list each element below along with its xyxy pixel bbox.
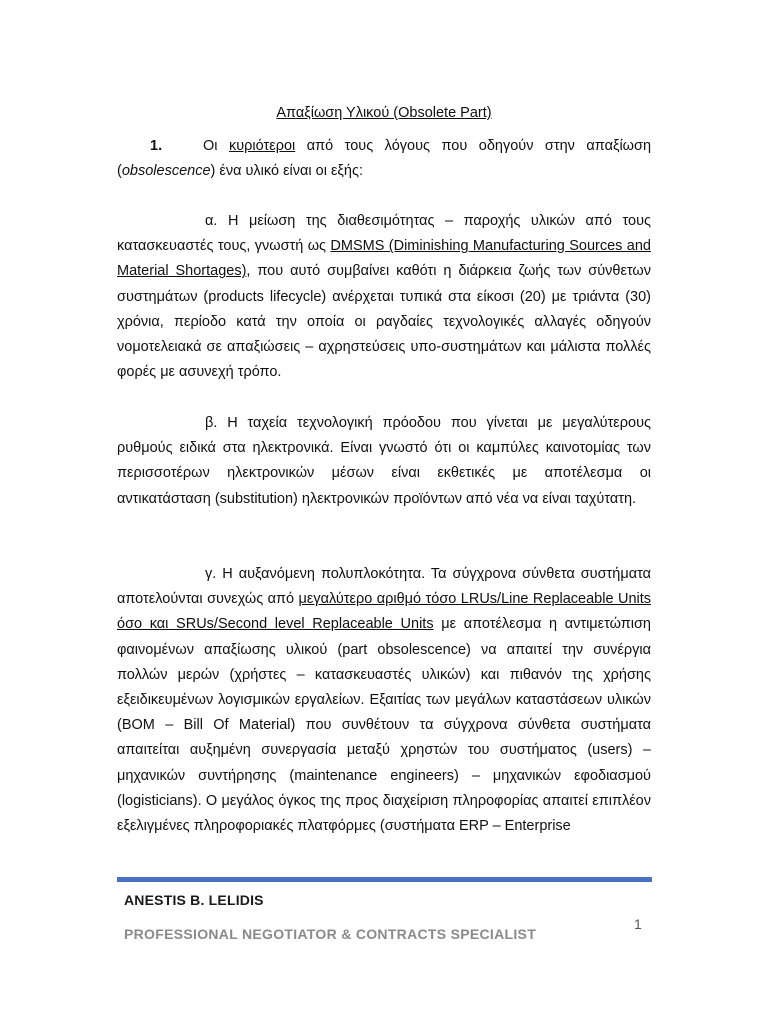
section-number: 1. xyxy=(150,138,163,154)
intro-underlined: κυριότεροι xyxy=(229,138,296,154)
item-b-paragraph xyxy=(117,411,651,512)
page-number: 1 xyxy=(634,916,642,932)
footer-author: ANESTIS B. LELIDIS xyxy=(124,892,264,908)
document-title: Απαξίωση Υλικού (Obsolete Part) xyxy=(276,105,492,121)
item-a-tail: , που αυτό συμβαίνει καθότι η διάρκεια ζωής των σύνθετων συστημάτων (products lifecycle) ανέρχεται τυπικά στα είκοσι (20) με τριάντα (30) χρόνια, περίοδο κατά την οποία οι ραγδαίες τεχνολογικές αλλαγές οδηγούν νομοτελειακά σε απαξιώσεις – αχρηστεύσεις υπο-συστημάτων και μάλιστα πολλές φορές με ασυνεχή τρόπο. xyxy=(117,263,651,381)
footer-rule xyxy=(117,877,652,882)
footer-role: PROFESSIONAL NEGOTIATOR & CONTRACTS SPECIALIST xyxy=(124,926,537,942)
intro-lead: Οι xyxy=(203,138,218,154)
item-c-lead: γ. Η αυξανόμενη πολυπλοκότητα. Τα σύγχρονα σύνθετα συστήματα αποτελούνται συνεχώς από xyxy=(117,566,651,608)
item-a-paragraph xyxy=(117,209,651,385)
intro-tail: ) ένα υλικό είναι οι εξής: xyxy=(210,163,363,180)
item-a-underlined: DMSMS (Diminishing Manufacturing Sources and Material Shortages) xyxy=(117,238,651,280)
item-c-paragraph xyxy=(117,562,651,839)
item-b-text: β. Η ταχεία τεχνολογική πρόοδου που γίνεται με μεγαλύτερους ρυθμούς ειδικά στα ηλεκτρονικά. Είναι γνωστό ότι οι καμπύλες καινοτομίας των περισσοτέρων ηλεκτρονικών μέσων είναι εκθετικές με αποτέλεσμα οι αντικατάσταση (substitution) ηλεκτρονικών προϊόντων από νέα να είναι ταχύτατη. xyxy=(117,415,651,507)
intro-paragraph xyxy=(117,134,651,184)
item-c-tail: με αποτέλεσμα η αντιμετώπιση φαινομένων απαξίωσης υλικού (part obsolescence) να απαιτεί την συνέργια πολλών μερών (χρήστες – κατασκευαστές υλικών) και πιθανόν της χρήσης εξειδικευμένων λογισμικών εργαλείων. Εξαιτίας των μεγάλων καταστάσεων υλικών (BOM – Bill Of Material) που συνθέτουν τα σύγχρονα σύνθετα συστήματα απαιτείται αυξημένη συνεργασία μεταξύ χρηστών του συστήματος (users) – μηχανικών συντήρησης (maintenance engineers) – μηχανικών εφοδιασμού (logisticians). Ο μεγάλος όγκος της προς διαχείριση πληροφορίας απαιτεί επιπλέον εξελιγμένες πληροφοριακές πλατφόρμες (συστήματα ERP – Enterprise xyxy=(117,616,651,835)
item-a-lead: α. Η μείωση της διαθεσιμότητας – παροχής υλικών από τους κατασκευαστές τους, γνωστή ως xyxy=(117,213,651,255)
intro-italic-term: obsolescence xyxy=(121,163,211,180)
item-c-underlined: μεγαλύτερο αριθμό τόσο LRUs/Line Replaceable Units όσο και SRUs/Second level Replaceable Units xyxy=(117,591,652,633)
intro-rest: από τους λόγους που οδηγούν στην απαξίωση ( xyxy=(117,138,652,180)
